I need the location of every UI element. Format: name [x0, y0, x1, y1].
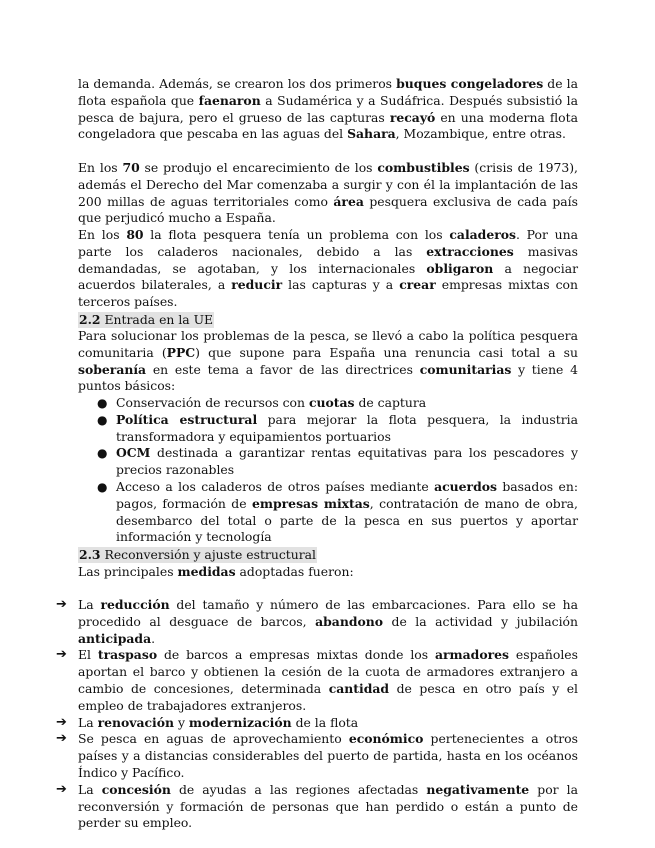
- list-item: ● Conservación de recursos con cuotas de captura: [97, 395, 427, 410]
- bullet-icon: ●: [97, 446, 108, 461]
- list-item: ➔ La concesión de ayudas a las regiones afectadas negativamente por la reconversión y formación de personas que han perdido o están a punto de perder su empleo.: [56, 781, 579, 831]
- list-item: ● OCM destinada a garantizar rentas equitativas para los pescadores y precios razonables: [97, 445, 578, 478]
- bullet-icon: ●: [97, 412, 108, 427]
- paragraph-flota-congeladora: la demanda. Además, se crearon los dos primeros buques congeladores de la flota española que faenaron a Sudamérica y a Sudáfrica. Después subsistió la pesca de bajura, pero el grueso de las capturas recayó en una moderna flota congeladora que pescaba en las aguas del Sahara, Mozambique, entre otras.: [78, 76, 578, 142]
- arrow-right-icon: ➔: [56, 781, 67, 797]
- arrow-right-icon: ➔: [56, 597, 67, 612]
- section-heading-reconversion: 2.3 Reconversión y ajuste estructural: [79, 547, 317, 562]
- paragraph-medidas-intro: Las principales medidas adoptadas fueron:: [78, 564, 354, 579]
- paragraph-anos-70: En los 70 se produjo el encarecimiento de los combustibles (crisis de 1973), además el Derecho del Mar comenzaba a surgir y con él la implantación de las 200 millas de aguas territoriales como área pesquera exclusiva de cada país que perjudicó mucho a España.: [78, 160, 578, 226]
- section-heading-entrada-ue: 2.2 Entrada en la UE: [79, 312, 214, 327]
- paragraph-ppc-intro: Para solucionar los problemas de la pesca, se llevó a cabo la política pesquera comunitaria (PPC) que supone para España una renuncia casi total a su soberanía en este tema a favor de las directrices comunitarias y tiene 4 puntos básicos:: [78, 328, 579, 394]
- arrow-right-icon: ➔: [56, 731, 67, 747]
- arrow-right-icon: ➔: [56, 714, 67, 730]
- list-item: ➔ La renovación y modernización de la flota: [56, 714, 359, 730]
- list-item: ● Política estructural para mejorar la flota pesquera, la industria transformadora y equipamientos portuarios: [97, 411, 578, 444]
- paragraph-anos-80: En los 80 la flota pesquera tenía un problema con los caladeros. Por una parte los caladeros nacionales, debido a las extracciones masivas demandadas, se agotaban, y los internacionales obligaron a negociar acuerdos bilaterales, a reducir las capturas y a crear empresas mixtas con terceros países.: [78, 227, 579, 310]
- list-item: ➔ La reducción del tamaño y número de las embarcaciones. Para ello se ha procedido al desguace de barcos, abandono de la actividad y jubilación anticipada.: [56, 597, 578, 646]
- list-item: ● Acceso a los caladeros de otros países mediante acuerdos basados en: pagos, formación de empresas mixtas, contratación de mano de obra, desembarco del total o parte de la pesca en sus puertos y aportar información y tecnología: [97, 478, 578, 545]
- ppc-bullet-list: [78, 395, 578, 546]
- medidas-arrow-list: [56, 597, 578, 832]
- list-item: ➔ El traspaso de barcos a empresas mixtas donde los armadores españoles aportan el barco y obtienen la cesión de la cuota de armadores extranjero a cambio de concesiones, determinada cantidad de pesca en otro país y el empleo de trabajadores extranjeros.: [56, 647, 579, 713]
- list-item: ➔ Se pesca en aguas de aprovechamiento económico pertenecientes a otros países y a distancias considerables del puerto de partida, hasta en los océanos Índico y Pacífico.: [56, 731, 578, 780]
- bullet-icon: ●: [97, 479, 108, 494]
- bullet-icon: ●: [97, 396, 108, 410]
- arrow-right-icon: ➔: [56, 647, 67, 663]
